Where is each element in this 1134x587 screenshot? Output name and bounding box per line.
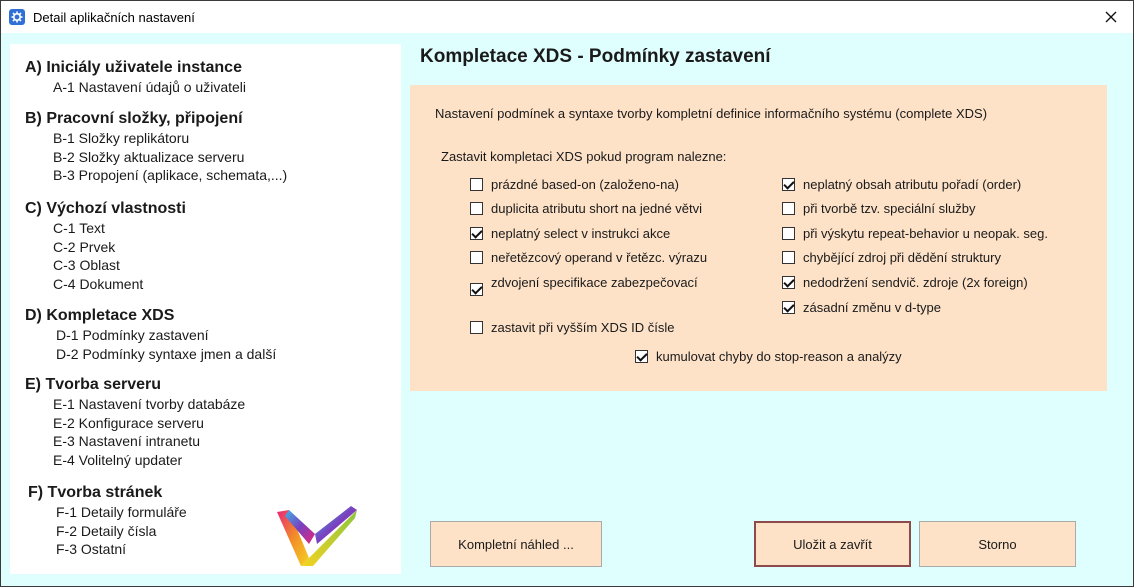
checkbox-label: při tvorbě tzv. speciální služby [803,201,976,216]
sidebar-item-a1[interactable]: A-1 Nastavení údajů o uživateli [53,79,246,95]
sidebar-item-e2[interactable]: E-2 Konfigurace serveru [53,414,204,431]
checkbox-missing-source[interactable] [782,250,1001,265]
sidebar-section-d [25,306,276,363]
checkbox-label: zdvojení specifikace zabezpečovací [491,275,698,290]
sidebar-section-title[interactable]: B) Pracovní složky, připojení [25,110,243,127]
sidebar-item-c4[interactable]: C-4 Dokument [53,275,144,292]
checkbox-box[interactable] [470,202,483,215]
cancel-button[interactable]: Storno [919,521,1076,567]
checkbox-label: zastavit při vyšším XDS ID čísle [491,320,675,335]
intro-text: Nastavení podmínek a syntaxe tvorby kompletní definice informačního systému (complete XDS) [435,106,988,121]
window-title: Detail aplikačních nastavení [33,10,195,25]
checkbox-non-string-operand[interactable] [470,250,707,265]
sidebar-item-f1[interactable]: F-1 Detaily formuláře [56,504,187,520]
save-and-close-button[interactable]: Uložit a zavřít [754,521,911,567]
checkbox-box[interactable] [782,251,795,264]
title-bar [1,1,1133,33]
checkbox-label: neplatný obsah atributu pořadí (order) [803,177,1022,192]
sidebar-item-b3[interactable]: B-3 Propojení (aplikace, schemata,...) [53,167,288,183]
checkbox-label: chybějící zdroj při dědění struktury [803,250,1001,265]
sidebar-section-title[interactable]: A) Iniciály uživatele instance [25,59,242,76]
checkbox-label: neplatný select v instrukci akce [491,226,671,241]
sidebar-item-d1[interactable]: D-1 Podmínky zastavení [56,327,209,343]
checkbox-box[interactable] [470,251,483,264]
sidebar-item-b2[interactable]: B-2 Složky aktualizace serveru [53,148,245,165]
sidebar-item-e3[interactable]: E-3 Nastavení intranetu [53,433,201,449]
sidebar-item-b1[interactable]: B-1 Složky replikátoru [53,130,190,146]
checkbox-box[interactable] [782,202,795,215]
sidebar-navigation [10,44,401,574]
sidebar-item-c1[interactable]: C-1 Text [53,220,105,236]
checkbox-sandwich-source[interactable] [782,275,1028,290]
sidebar-section-title[interactable]: E) Tvorba serveru [25,376,162,393]
checkbox-box[interactable] [782,227,795,240]
checkbox-label: neřetězcový operand v řetězc. výrazu [491,250,708,265]
checkbox-box[interactable] [470,227,483,240]
sidebar-item-c2[interactable]: C-2 Prvek [53,238,116,255]
checkbox-invalid-order[interactable] [782,177,1021,192]
checkbox-dtype-change[interactable] [782,300,941,315]
sidebar-item-c3[interactable]: C-3 Oblast [53,257,120,273]
sidebar-item-f2[interactable]: F-2 Detaily čísla [56,522,157,539]
checkbox-box[interactable] [782,301,795,314]
checkbox-label: prázdné based-on (založeno-na) [491,177,679,192]
sidebar-section-a [25,58,246,97]
preview-button[interactable]: Kompletní náhled ... [430,521,602,567]
checkbox-invalid-select[interactable] [470,226,670,241]
sidebar-section-title[interactable]: F) Tvorba stránek [28,484,163,501]
gear-icon [9,9,25,25]
sidebar-section-b [25,109,287,185]
checkbox-label: nedodržení sendvič. zdroje (2x foreign) [803,275,1028,290]
checkbox-label: zásadní změnu v d-type [803,300,942,315]
checkbox-box[interactable] [635,350,648,363]
checkbox-special-service[interactable] [782,201,975,216]
app-logo [275,500,359,570]
sidebar-section-title[interactable]: C) Výchozí vlastnosti [25,200,186,217]
checkbox-label: při výskytu repeat-behavior u neopak. seg. [803,226,1048,241]
checkbox-higher-xds-id[interactable] [470,320,674,335]
checkbox-box[interactable] [470,178,483,191]
sidebar-item-e4[interactable]: E-4 Volitelný updater [53,451,183,468]
checkbox-box[interactable] [470,283,483,296]
sidebar-section-title[interactable]: D) Kompletace XDS [25,307,175,324]
sidebar-section-f [28,483,187,559]
checkbox-duplicate-short[interactable] [470,201,702,216]
settings-panel [410,85,1107,391]
page-title: Kompletace XDS - Podmínky zastavení [420,46,771,67]
sidebar-item-f3[interactable]: F-3 Ostatní [56,541,127,557]
checkbox-repeat-behavior[interactable] [782,226,1048,241]
checkbox-box[interactable] [470,321,483,334]
sidebar-section-c [25,199,186,293]
prompt-text: Zastavit kompletaci XDS pokud program nalezne: [441,149,727,164]
checkbox-empty-based-on[interactable] [470,177,679,192]
checkbox-box[interactable] [782,276,795,289]
close-button[interactable] [1089,1,1133,33]
checkbox-label: duplicita atributu short na jedné větvi [491,201,703,216]
checkbox-label: kumulovat chyby do stop-reason a analýzy [656,349,902,364]
close-icon [1105,11,1117,23]
sidebar-section-e [25,375,245,469]
checkbox-accumulate-errors[interactable] [635,349,902,364]
checkbox-box[interactable] [782,178,795,191]
sidebar-item-e1[interactable]: E-1 Nastavení tvorby databáze [53,396,246,412]
sidebar-item-d2[interactable]: D-2 Podmínky syntaxe jmen a další [56,345,277,362]
checkbox-duplicate-security[interactable] [470,275,698,290]
